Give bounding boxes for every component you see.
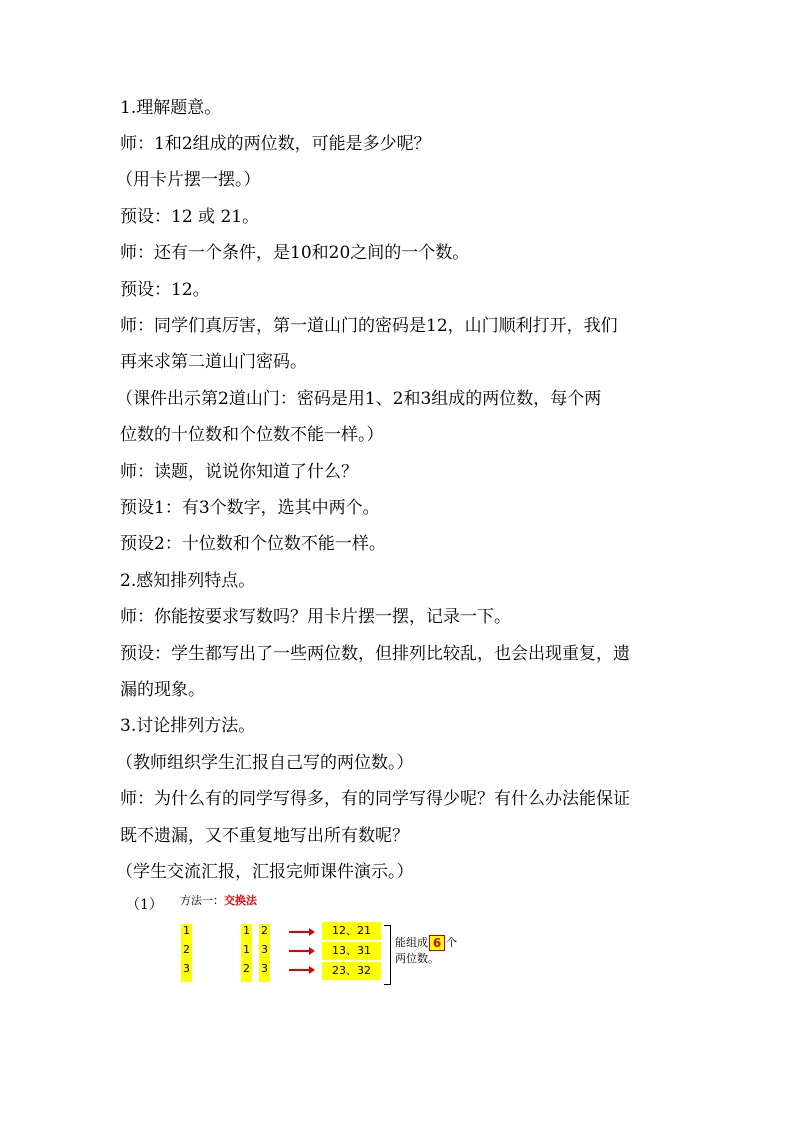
- result-pair: 23、32: [322, 962, 381, 980]
- right-arrow-icon: [289, 950, 311, 952]
- preset-line: 预设：12 或 21。: [120, 207, 260, 227]
- result-pair: 13、31: [322, 942, 381, 960]
- teacher-line-cont: 既不遗漏，又不重复地写出所有数呢？: [120, 826, 409, 846]
- preset-line: 预设：学生都写出了一些两位数，但排列比较乱，也会出现重复，遗: [120, 644, 630, 664]
- result-pair: 12、21: [322, 922, 381, 940]
- preset-line: 预设2：十位数和个位数不能一样。: [120, 534, 386, 554]
- summary-prefix: 能组成: [395, 936, 428, 949]
- digit-column-a: [181, 924, 192, 982]
- digit-cell: 3: [261, 962, 268, 975]
- digit-column-b: [241, 924, 252, 982]
- method-name: 交换法: [224, 894, 257, 907]
- digit-cell: 3: [183, 962, 190, 975]
- instruction-line: （课件出示第2道山门：密码是用1、2和3组成的两位数，每个两: [116, 389, 602, 409]
- digit-cell: 2: [183, 943, 190, 956]
- digit-cell: 2: [261, 924, 268, 937]
- preset-line-cont: 漏的现象。: [120, 680, 205, 700]
- digit-cell: 2: [243, 962, 250, 975]
- instruction-line: （学生交流汇报，汇报完师课件演示。）: [116, 862, 414, 882]
- section-heading-2: 2.感知排列特点。: [120, 571, 256, 591]
- teacher-line-cont: 再来求第二道山门密码。: [120, 352, 307, 372]
- digit-cell: 1: [243, 943, 250, 956]
- preset-line: 预设：12。: [120, 280, 210, 300]
- teacher-line: 师：1和2组成的两位数，可能是多少呢？: [120, 134, 431, 154]
- teacher-line: 师：还有一个条件，是10和20之间的一个数。: [120, 243, 470, 263]
- bracket-icon: [384, 925, 391, 985]
- instruction-line-cont: 位数的十位数和个位数不能一样。）: [120, 425, 384, 445]
- section-heading-1: 1.理解题意。: [120, 98, 222, 118]
- digit-cell: 3: [261, 943, 268, 956]
- digit-cell: 1: [183, 924, 190, 937]
- teacher-line: 师：读题，说说你知道了什么？: [120, 462, 358, 482]
- summary-unit: 个: [446, 936, 457, 949]
- teacher-line: 师：为什么有的同学写得多，有的同学写得少呢？有什么办法能保证: [120, 789, 630, 809]
- instruction-line: （用卡片摆一摆。）: [116, 170, 261, 190]
- instruction-line: （教师组织学生汇报自己写的两位数。）: [116, 753, 414, 773]
- method-title: [180, 894, 257, 908]
- count-box: 6: [429, 935, 445, 951]
- digit-cell: 1: [243, 924, 250, 937]
- right-arrow-icon: [289, 931, 311, 933]
- summary-line-2: 两位数。: [395, 952, 439, 965]
- summary-text: [395, 935, 457, 967]
- exchange-method-diagram: [120, 890, 540, 990]
- preset-line: 预设1：有3个数字，选其中两个。: [120, 498, 380, 518]
- right-arrow-icon: [289, 969, 311, 971]
- section-heading-3: 3.讨论排列方法。: [120, 716, 256, 736]
- teacher-line: 师：你能按要求写数吗？用卡片摆一摆，记录一下。: [120, 607, 511, 627]
- digit-column-c: [259, 924, 270, 982]
- teacher-line: 师：同学们真厉害，第一道山门的密码是12，山门顺利打开，我们: [120, 316, 618, 336]
- method-prefix: 方法一：: [180, 894, 224, 907]
- diagram-index: （1）: [126, 897, 163, 913]
